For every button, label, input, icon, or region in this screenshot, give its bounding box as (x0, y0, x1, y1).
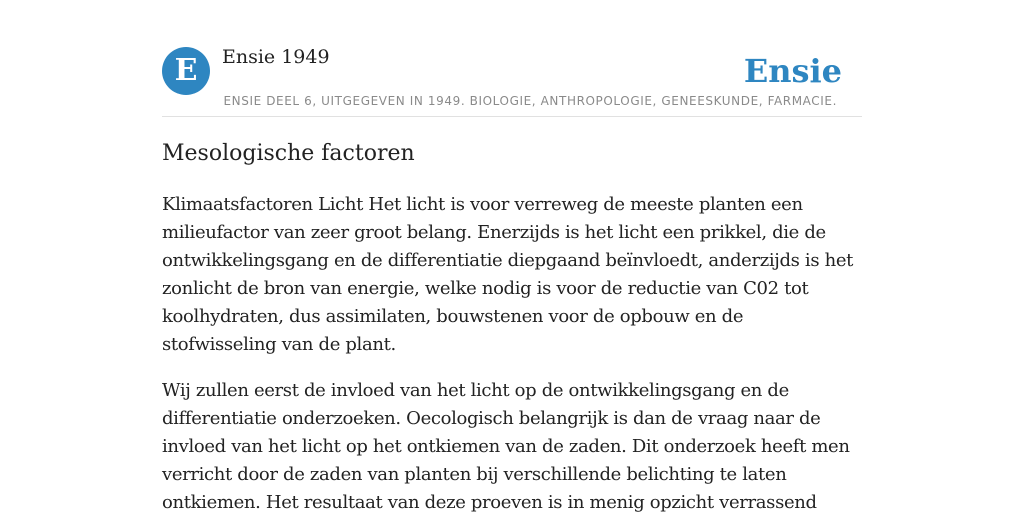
article-paragraph: Wij zullen eerst de invloed van het licht op de ontwikkelingsgang en de differentiatie onderzoeken. Oecologisch belangrijk is dan de vraag naar de invloed van het licht op het ontkiemen van de zaden. Dit onderzoek heeft men verricht door de zaden van planten bij verschillende belichting te laten ontkiemen. Het resultaat van deze proeven is in menig opzicht verrassend (162, 380, 850, 512)
brand-link[interactable]: Ensie (743, 52, 842, 90)
article (162, 138, 862, 512)
article-paragraph: Klimaatsfactoren Licht Het licht is voor verreweg de meeste planten een milieufactor van zeer groot belang. Enerzijds is het licht een prikkel, die de ontwikkelingsgang en de differentiatie diepgaand beïnvloedt, anderzijds is het zonlicht de bron van energie, welke nodig is voor de reductie van C02 tot koolhydraten, dus assimilaten, bouwstenen voor de opbouw en de stofwisseling van de plant. (162, 194, 854, 355)
ensie-logo-icon[interactable]: E (162, 47, 210, 95)
article-title: Mesologische factoren (162, 141, 415, 166)
site-title[interactable]: Ensie 1949 (222, 46, 330, 68)
site-header (162, 40, 862, 117)
edition-subtitle: ENSIE DEEL 6, UITGEGEVEN IN 1949. BIOLOGIE, ANTHROPOLOGIE, GENEESKUNDE, FARMACIE. (223, 94, 837, 108)
